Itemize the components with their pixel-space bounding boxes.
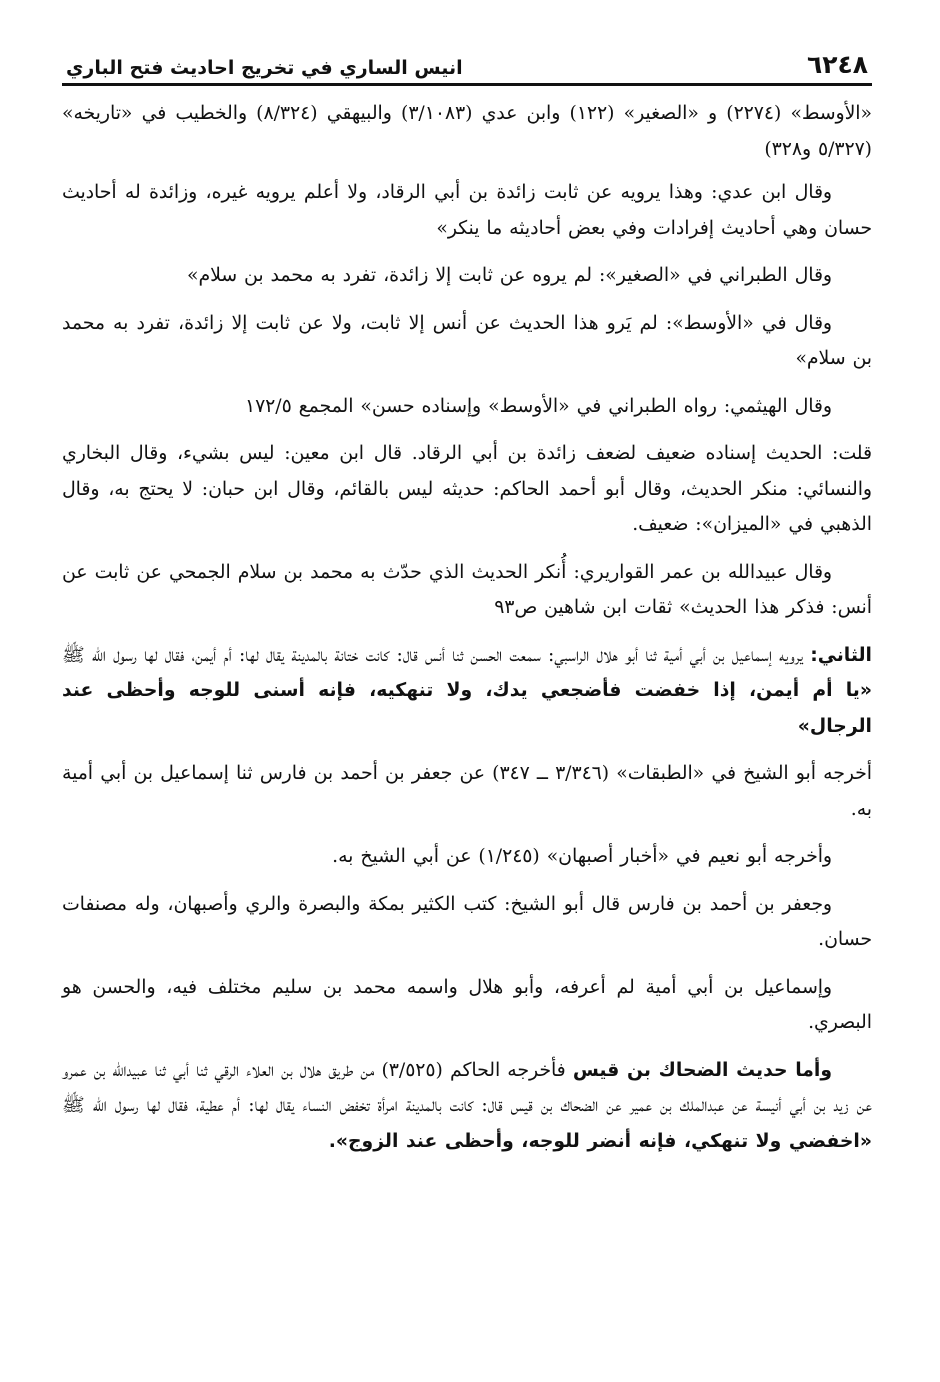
- paragraph-jafar: [62, 887, 872, 958]
- paragraph-lead: وأما حديث الضحاك بن قيس: [572, 1059, 832, 1081]
- page-body: [62, 96, 872, 1159]
- paragraph-text: وجعفر بن أحمد بن فارس قال أبو الشيخ: كتب الكثير بمكة والبصرة والري وأصبهان، وله مصنفات حسان.: [62, 893, 872, 950]
- book-page: [62, 40, 872, 1342]
- paragraph-dahhak: [62, 1053, 872, 1160]
- paragraph-text: يرويه إسماعيل بن أبي أمية ثنا أبو هلال الراسبي: سمعت الحسن ثنا أنس قال: كانت ختانة بالمدينة يقال لها: أم أيمن، فقال لها رسول الله ﷺ: [62, 644, 804, 666]
- paragraph-second-narration: [62, 638, 872, 745]
- paragraph-ibn-adi: [62, 175, 872, 246]
- paragraph-text: قلت: الحديث إسناده ضعيف لضعف زائدة بن أبي الرقاد. قال ابن معين: ليس بشيء، وقال البخاري والنسائي: منكر الحديث، وقال أبو أحمد الحاكم: حديثه ليس بالقائم، وقال ابن حبان: لا يحتج به، وقال الذهبي في «الميزان»: ضعيف.: [62, 443, 872, 535]
- paragraph-text: فأخرجه الحاكم (٣/٥٢٥) من طريق هلال بن العلاء الرقي ثنا أبي ثنا عبيدالله بن عمرو عن زيد بن أبي أنيسة عن عبدالملك بن عمير عن الضحاك بن قيس قال: كانت بالمدينة امرأة تخفض النساء يقال لها: أم عطية، فقال لها رسول الله ﷺ: [62, 1059, 872, 1116]
- paragraph-text: وقال ابن عدي: وهذا يرويه عن ثابت زائدة بن أبي الرقاد، ولا أعلم يرويه غيره، وزائدة له أحاديث حسان وهي أحاديث إفرادات وفي بعض أحاديثه ما ينكر»: [62, 182, 872, 239]
- hadith-quote: «اخفضي ولا تنهكي، فإنه أنضر للوجه، وأحظى عند الزوج».: [328, 1130, 872, 1152]
- book-title: انيس الساري في تخريج احاديث فتح الباري: [66, 57, 463, 79]
- paragraph-text: وإسماعيل بن أبي أمية لم أعرفه، وأبو هلال واسمه محمد بن سليم مختلف فيه، والحسن هو البصري.: [62, 976, 872, 1033]
- paragraph-text: وقال عبيدالله بن عمر القواريري: أُنكر الحديث الذي حدّث به محمد بن سلام الجمحي عن ثابت عن أنس: فذكر هذا الحديث» ثقات ابن شاهين ص٩٣: [62, 561, 872, 618]
- hadith-quote: «يا أم أيمن، إذا خفضت فأضجعي يدك، ولا تنهكيه، فإنه أسنى للوجه وأحظى عند الرجال»: [62, 680, 872, 737]
- paragraph-sources-continued: [62, 96, 872, 167]
- paragraph-haythami: [62, 389, 872, 425]
- paragraph-text: وأخرجه أبو نعيم في «أخبار أصبهان» (١/٢٤٥) عن أبي الشيخ به.: [332, 846, 832, 867]
- paragraph-text: وقال الطبراني في «الصغير»: لم يروه عن ثابت إلا زائدة، تفرد به محمد بن سلام»: [186, 265, 832, 286]
- paragraph-text: وقال في «الأوسط»: لم يَرو هذا الحديث عن أنس إلا ثابت، ولا عن ثابت إلا زائدة، تفرد به محمد بن سلام»: [62, 312, 872, 369]
- paragraph-qawariri: [62, 555, 872, 626]
- paragraph-isnad-weak: [62, 436, 872, 543]
- page-number: ٦٢٤٨: [806, 50, 868, 79]
- paragraph-tabarani-saghir: [62, 258, 872, 294]
- paragraph-lead: الثاني:: [810, 644, 872, 666]
- paragraph-tabarani-awsat: [62, 306, 872, 377]
- paragraph-ismail: [62, 970, 872, 1041]
- paragraph-abu-shaykh: [62, 756, 872, 827]
- paragraph-text: أخرجه أبو الشيخ في «الطبقات» (٣/٣٤٦ ــ ٣٤٧) عن جعفر بن أحمد بن فارس ثنا إسماعيل بن أبي أمية به.: [62, 763, 872, 820]
- paragraph-text: «الأوسط» (٢٢٧٤) و «الصغير» (١٢٢) وابن عدي (٣/١٠٨٣) والبيهقي (٨/٣٢٤) والخطيب في «تاريخه» (٥/٣٢٧ و٣٢٨): [62, 103, 872, 160]
- running-header: [62, 40, 872, 86]
- paragraph-abu-nuaym: [62, 839, 872, 875]
- paragraph-text: وقال الهيثمي: رواه الطبراني في «الأوسط» وإسناده حسن» المجمع ١٧٢/٥: [244, 395, 832, 417]
